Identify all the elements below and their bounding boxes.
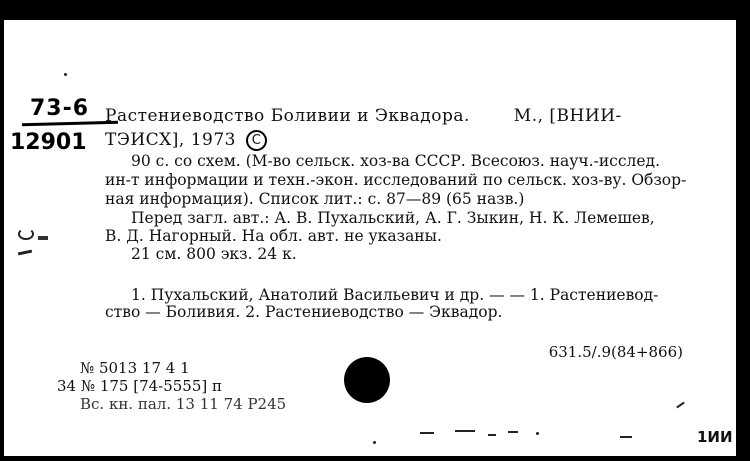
publication-place: М., [ВНИИ- — [513, 106, 622, 126]
punch-hole — [344, 357, 390, 403]
scan-border-right — [736, 0, 750, 461]
registration-line-1: № 5013 17 4 1 — [80, 359, 190, 377]
scan-smudge — [420, 432, 434, 434]
pencil-mark — [18, 250, 32, 256]
registration-line-3: Вс. кн. пал. 13 11 74 Р245 — [80, 395, 287, 413]
handwritten-code-bottom: 12901 — [10, 130, 87, 155]
classification-code: 631.5/.9(84+866) — [548, 343, 683, 361]
corner-handmark: 1ИИ — [697, 428, 733, 446]
description-line-1: 90 с. со схем. (М-во сельск. хоз-ва СССР. Всесоюз. науч.-исслед. — [131, 152, 660, 170]
scan-dot — [373, 441, 376, 444]
description-line-3: ная информация). Список лит.: с. 87—89 (65 назв.) — [105, 190, 525, 208]
description-line-5: В. Д. Нагорный. На обл. авт. не указаны. — [105, 227, 442, 245]
description-line-6: 21 см. 800 экз. 24 к. — [131, 245, 297, 263]
scan-smudge — [455, 430, 475, 432]
description-line-2: ин-т информации и техн.-экон. исследований по сельск. хоз-ву. Обзор- — [105, 171, 687, 189]
title-line-1 — [105, 107, 622, 126]
scan-smudge — [620, 436, 632, 438]
scan-border-left — [0, 0, 4, 461]
copyright-icon: C — [246, 130, 267, 151]
publisher-year: ТЭИСХ], 1973 — [105, 130, 236, 150]
book-title: Растениеводство Боливии и Эквадора. — [105, 106, 470, 126]
description-line-4: Перед загл. авт.: А. В. Пухальский, А. Г. Зыкин, Н. К. Лемешев, — [131, 209, 655, 227]
scan-smudge — [488, 434, 496, 436]
handwritten-underline — [22, 121, 118, 127]
scan-border-bottom — [0, 456, 750, 461]
subject-headings-line-1: 1. Пухальский, Анатолий Васильевич и др. — — 1. Растениевод- — [131, 286, 659, 304]
pencil-mark — [18, 228, 34, 240]
scan-smudge — [508, 431, 518, 433]
title-line-2 — [105, 130, 267, 151]
registration-line-2: 34 № 175 [74-5555] п — [57, 377, 223, 395]
scan-smudge — [676, 402, 685, 409]
subject-headings-line-2: ство — Боливия. 2. Растениеводство — Эквадор. — [105, 303, 503, 321]
scan-dot — [536, 432, 539, 435]
pencil-mark — [38, 236, 48, 240]
scan-border-top — [0, 0, 750, 20]
handwritten-code-top: 73-6 — [30, 96, 90, 121]
scan-dot — [64, 73, 67, 76]
